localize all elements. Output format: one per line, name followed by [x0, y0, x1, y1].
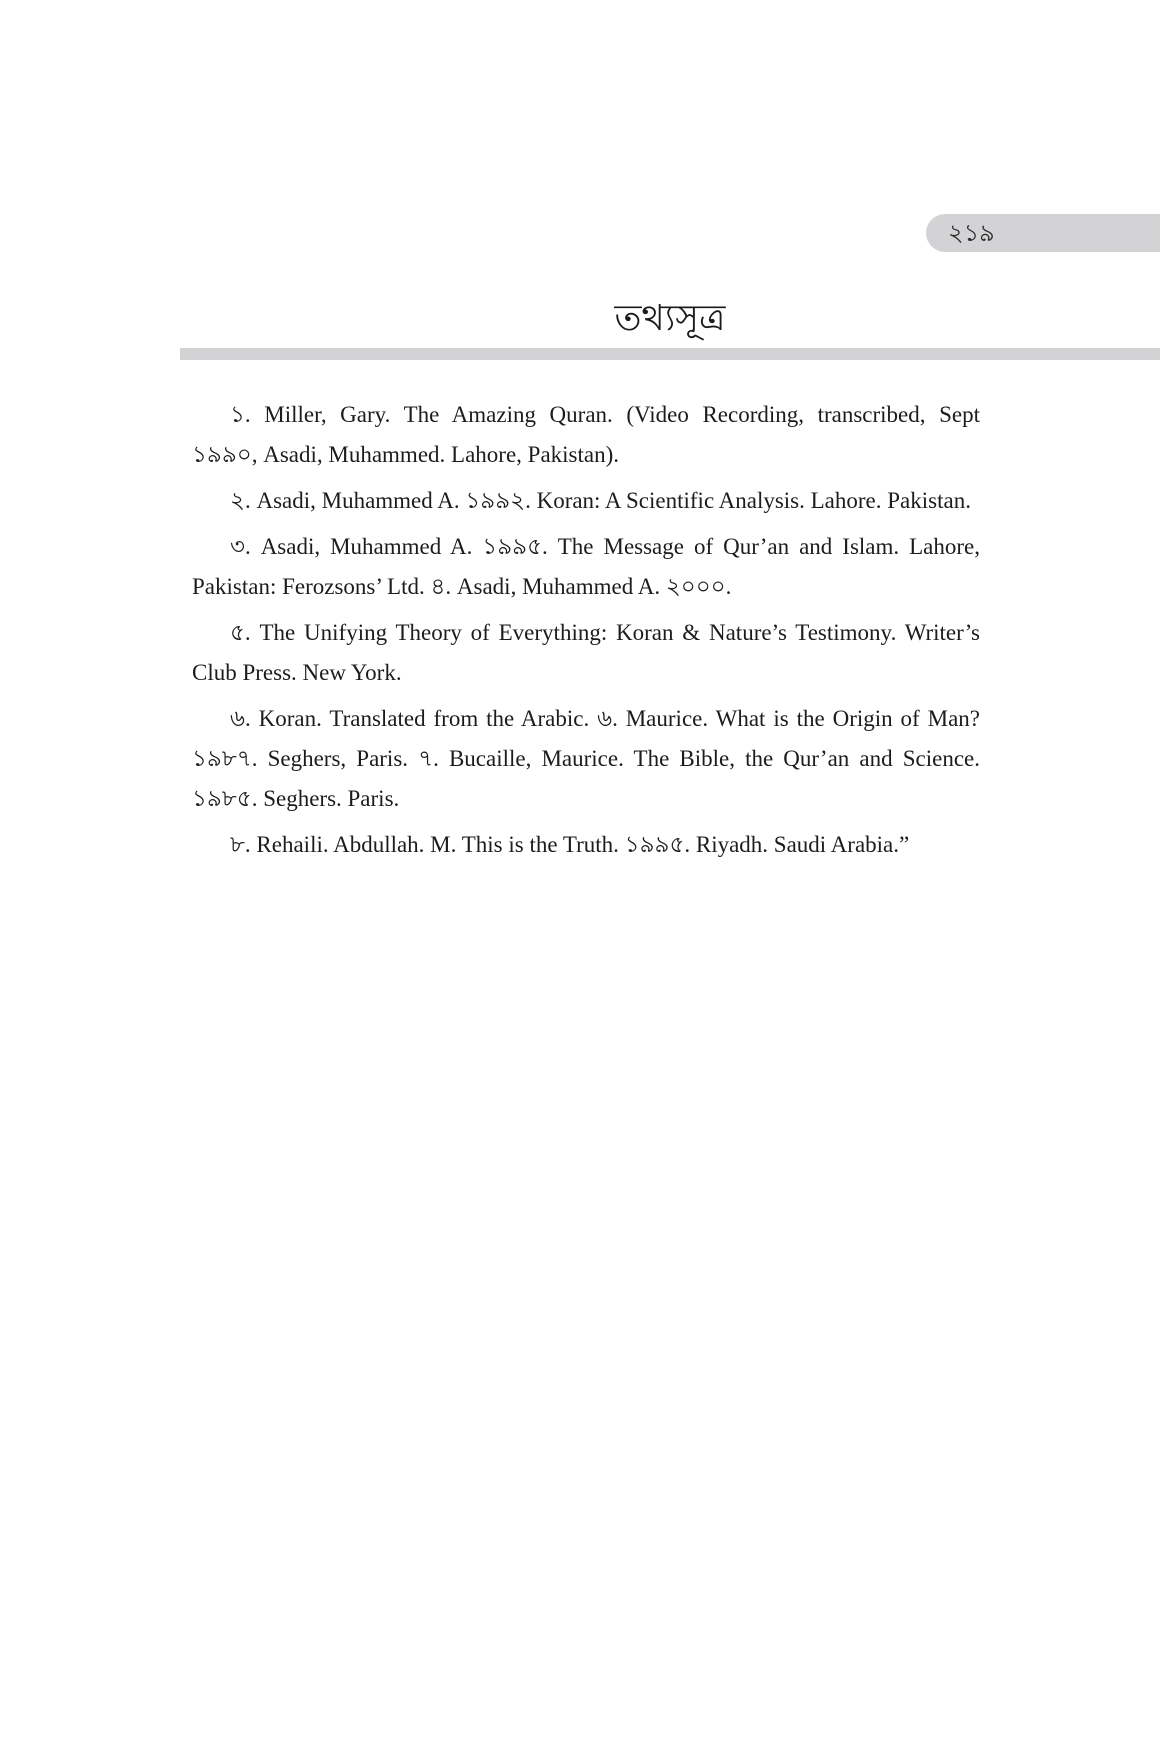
reference-item-6: ৮. Rehaili. Abdullah. M. This is the Truth. ১৯৯৫. Riyadh. Saudi Arabia.”: [230, 832, 910, 857]
reference-item-4: ৫. The Unifying Theory of Everything: Koran & Nature’s Testimony. Writer’s Club Press. New York.: [192, 620, 980, 685]
reference-item-1: ১. Miller, Gary. The Amazing Quran. (Video Recording, transcribed, Sept ১৯৯০, Asadi, Muhammed. Lahore, Pakistan).: [192, 402, 980, 467]
reference-list: [192, 395, 980, 871]
page-number-tab: [926, 214, 1160, 252]
title-divider: [180, 348, 1160, 360]
chapter-title: তথ্যসূত্র: [614, 298, 726, 339]
reference-item-5: ৬. Koran. Translated from the Arabic. ৬. Maurice. What is the Origin of Man? ১৯৮৭. Seghers, Paris. ৭. Bucaille, Maurice. The Bible, the Qur’an and Science. ১৯৮৫. Seghers. Paris.: [192, 706, 980, 811]
page-number: ২১৯: [948, 219, 995, 247]
reference-item-2: ২. Asadi, Muhammed A. ১৯৯২. Koran: A Scientific Analysis. Lahore. Pakistan.: [230, 488, 971, 513]
reference-item-3: ৩. Asadi, Muhammed A. ১৯৯৫. The Message of Qur’an and Islam. Lahore, Pakistan: Ferozsons’ Ltd. ৪. Asadi, Muhammed A. ২০০০.: [192, 534, 980, 599]
